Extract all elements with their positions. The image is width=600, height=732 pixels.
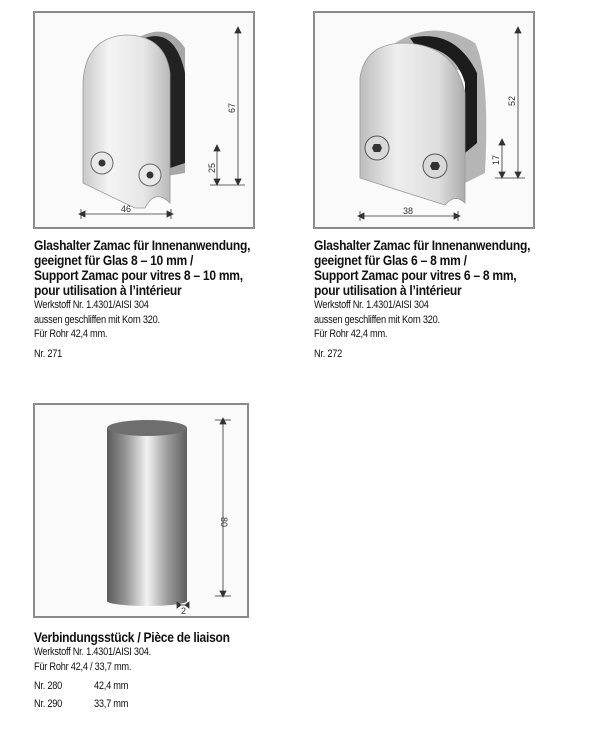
connector-tube-drawing (35, 405, 247, 616)
product-spec-line: aussen geschliffen mit Korn 320. (314, 313, 440, 326)
screw-icon (139, 164, 161, 186)
dimension-lower-height: 17 (491, 154, 501, 165)
product-272-caption (314, 238, 565, 360)
product-title-line: pour utilisation à l’intérieur (314, 282, 462, 298)
dimension-height: 80 (219, 517, 229, 528)
product-271-image-frame (33, 11, 255, 229)
screw-icon (91, 152, 113, 174)
product-title-line: Glashalter Zamac für Innenanwendung, (34, 237, 251, 253)
product-title-line: Verbindungsstück / Pièce de liaison (34, 629, 230, 645)
tube-bottom (107, 596, 187, 606)
product-spec-line: Für Rohr 42,4 mm. (314, 328, 388, 340)
product-spec-line: Werkstoff Nr. 1.4301/AISI 304. (34, 646, 151, 658)
screw-icon (365, 136, 389, 160)
product-title-line: Support Zamac pour vitres 6 – 8 mm, (314, 267, 517, 283)
product-spec-line: Werkstoff Nr. 1.4301/AISI 304 (34, 299, 149, 311)
article-number: Nr. 290 (34, 698, 63, 710)
screw-icon (423, 154, 447, 178)
article-number: Nr. 272 (314, 347, 343, 360)
variant-size: 42,4 mm (94, 680, 129, 692)
product-title-line: pour utilisation à l’intérieur (34, 282, 182, 298)
product-280-290-caption (34, 630, 262, 710)
product-spec-line: Für Rohr 42,4 / 33,7 mm. (34, 660, 132, 673)
variant-row (34, 680, 262, 692)
product-spec-line: aussen geschliffen mit Korn 320. (34, 313, 160, 326)
dimension-lower-height: 25 (207, 162, 217, 173)
clamp-body (360, 43, 465, 205)
product-spec-line: Für Rohr 42,4 mm. (34, 328, 108, 340)
variant-size: 33,7 mm (94, 698, 129, 710)
product-title-line: Glashalter Zamac für Innenanwendung, (314, 237, 531, 253)
glass-clamp-drawing (35, 13, 253, 227)
product-280-290-image-frame (33, 403, 249, 618)
dimension-height: 52 (507, 95, 517, 106)
variant-row (34, 698, 262, 710)
product-271-caption (34, 238, 285, 360)
article-number: Nr. 271 (34, 347, 63, 360)
product-title-line: Support Zamac pour vitres 8 – 10 mm, (34, 267, 243, 283)
product-spec-line: Werkstoff Nr. 1.4301/AISI 304 (314, 299, 429, 311)
article-number: Nr. 280 (34, 680, 63, 692)
product-title-line: geeignet für Glas 8 – 10 mm / (34, 252, 194, 268)
tube-top (107, 420, 187, 436)
product-272-image-frame (313, 11, 535, 229)
dimension-height: 67 (227, 102, 237, 113)
dimension-wall: 2 (181, 606, 187, 616)
product-title-line: geeignet für Glas 6 – 8 mm / (314, 252, 467, 268)
dimension-width: 38 (403, 206, 414, 216)
tube-body (107, 428, 187, 601)
glass-clamp-drawing (315, 13, 533, 227)
dimension-width: 46 (121, 204, 132, 214)
